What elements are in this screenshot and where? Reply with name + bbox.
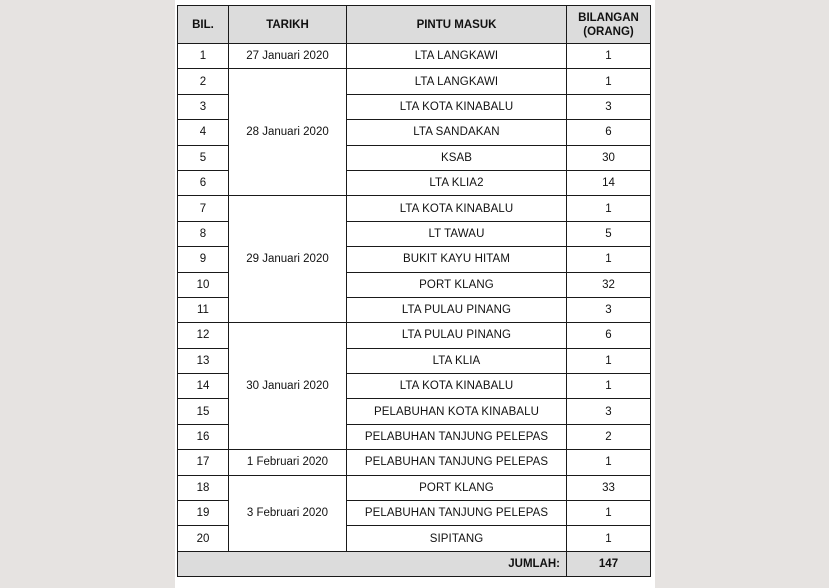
cell-date: 27 Januari 2020 — [229, 44, 347, 69]
cell-bil: 10 — [178, 272, 229, 297]
cell-bil: 6 — [178, 170, 229, 195]
cell-pintu-masuk: LTA LANGKAWI — [347, 44, 567, 69]
cell-pintu-masuk: LTA LANGKAWI — [347, 69, 567, 94]
cell-pintu-masuk: LTA KLIA2 — [347, 170, 567, 195]
cell-bil: 8 — [178, 221, 229, 246]
cell-bilangan: 14 — [567, 170, 651, 195]
table-row — [178, 44, 651, 69]
cell-pintu-masuk: PELABUHAN TANJUNG PELEPAS — [347, 450, 567, 475]
cell-pintu-masuk: LTA KOTA KINABALU — [347, 94, 567, 119]
cell-bil: 3 — [178, 94, 229, 119]
cell-bilangan: 1 — [567, 348, 651, 373]
header-row — [178, 6, 651, 44]
cell-bil: 4 — [178, 120, 229, 145]
cell-bil: 12 — [178, 323, 229, 348]
cell-date: 29 Januari 2020 — [229, 196, 347, 323]
cell-bil: 1 — [178, 44, 229, 69]
header-bilangan — [567, 6, 651, 44]
table-row — [178, 323, 651, 348]
cell-bilangan: 30 — [567, 145, 651, 170]
arrivals-table — [177, 5, 651, 577]
header-pintu-masuk: PINTU MASUK — [347, 6, 567, 44]
cell-bilangan: 1 — [567, 526, 651, 551]
header-bilangan-line1: BILANGAN — [578, 11, 639, 24]
cell-pintu-masuk: LTA SANDAKAN — [347, 120, 567, 145]
cell-bil: 9 — [178, 247, 229, 272]
cell-pintu-masuk: BUKIT KAYU HITAM — [347, 247, 567, 272]
table-body — [178, 44, 651, 552]
cell-bil: 7 — [178, 196, 229, 221]
cell-bilangan: 1 — [567, 450, 651, 475]
header-bil: BIL. — [178, 6, 229, 44]
cell-date: 3 Februari 2020 — [229, 475, 347, 551]
cell-bilangan: 3 — [567, 94, 651, 119]
cell-bilangan: 32 — [567, 272, 651, 297]
cell-pintu-masuk: PELABUHAN TANJUNG PELEPAS — [347, 501, 567, 526]
cell-bil: 15 — [178, 399, 229, 424]
cell-bilangan: 6 — [567, 323, 651, 348]
cell-bilangan: 3 — [567, 399, 651, 424]
cell-pintu-masuk: PORT KLANG — [347, 475, 567, 500]
cell-pintu-masuk: KSAB — [347, 145, 567, 170]
cell-pintu-masuk: LT TAWAU — [347, 221, 567, 246]
cell-bilangan: 3 — [567, 297, 651, 322]
cell-bil: 2 — [178, 69, 229, 94]
cell-bilangan: 1 — [567, 247, 651, 272]
cell-pintu-masuk: PELABUHAN KOTA KINABALU — [347, 399, 567, 424]
cell-bil: 20 — [178, 526, 229, 551]
total-row — [178, 551, 651, 576]
cell-bil: 17 — [178, 450, 229, 475]
cell-date: 30 Januari 2020 — [229, 323, 347, 450]
table-row — [178, 475, 651, 500]
cell-pintu-masuk: PELABUHAN TANJUNG PELEPAS — [347, 424, 567, 449]
cell-bilangan: 1 — [567, 501, 651, 526]
cell-bilangan: 33 — [567, 475, 651, 500]
cell-bil: 13 — [178, 348, 229, 373]
cell-pintu-masuk: LTA KOTA KINABALU — [347, 374, 567, 399]
cell-bilangan: 2 — [567, 424, 651, 449]
cell-bil: 5 — [178, 145, 229, 170]
cell-pintu-masuk: SIPITANG — [347, 526, 567, 551]
cell-bil: 11 — [178, 297, 229, 322]
cell-bilangan: 5 — [567, 221, 651, 246]
total-value: 147 — [567, 551, 651, 576]
cell-bilangan: 1 — [567, 374, 651, 399]
cell-pintu-masuk: LTA PULAU PINANG — [347, 297, 567, 322]
header-tarikh: TARIKH — [229, 6, 347, 44]
cell-pintu-masuk: LTA KLIA — [347, 348, 567, 373]
table-row — [178, 196, 651, 221]
table-row — [178, 69, 651, 94]
table-row — [178, 450, 651, 475]
cell-bilangan: 1 — [567, 196, 651, 221]
cell-pintu-masuk: PORT KLANG — [347, 272, 567, 297]
cell-bil: 19 — [178, 501, 229, 526]
cell-date: 28 Januari 2020 — [229, 69, 347, 196]
cell-bilangan: 1 — [567, 69, 651, 94]
cell-bilangan: 6 — [567, 120, 651, 145]
cell-pintu-masuk: LTA PULAU PINANG — [347, 323, 567, 348]
cell-bil: 14 — [178, 374, 229, 399]
cell-pintu-masuk: LTA KOTA KINABALU — [347, 196, 567, 221]
cell-date: 1 Februari 2020 — [229, 450, 347, 475]
header-bilangan-line2: (ORANG) — [583, 25, 634, 38]
cell-bil: 16 — [178, 424, 229, 449]
cell-bilangan: 1 — [567, 44, 651, 69]
total-label: JUMLAH: — [178, 551, 567, 576]
cell-bil: 18 — [178, 475, 229, 500]
